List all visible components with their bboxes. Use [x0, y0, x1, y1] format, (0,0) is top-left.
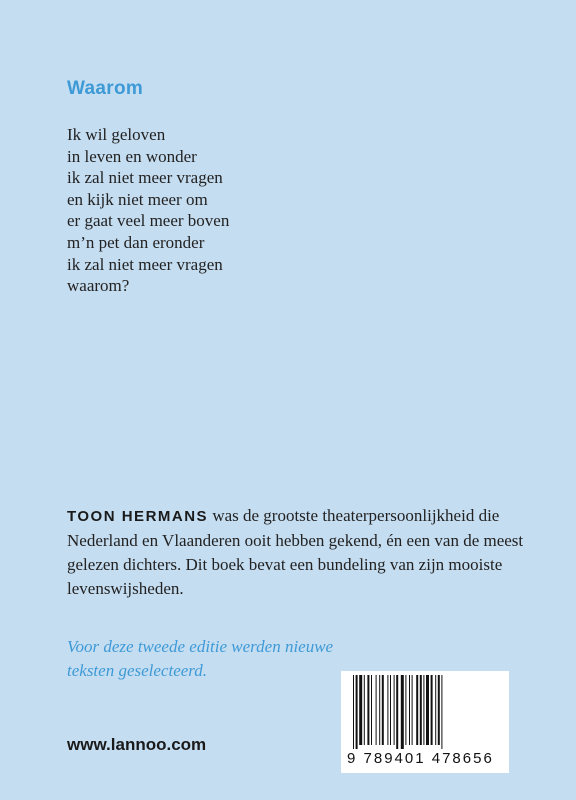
poem-line: ik zal niet meer vragen	[67, 254, 223, 274]
barcode-bars	[341, 671, 509, 749]
publisher-website[interactable]: www.lannoo.com	[67, 735, 207, 754]
poem-line: Ik wil geloven	[67, 125, 166, 144]
barcode-bar	[390, 675, 391, 745]
poem-line: en kijk niet meer om	[67, 189, 208, 209]
barcode-bar	[394, 675, 395, 745]
barcode-bar	[423, 675, 424, 745]
barcode-bar	[382, 675, 384, 745]
edition-note: Voor deze tweede editie werden nieuwe teksten geselecteerd.	[67, 637, 334, 680]
barcode-bar	[420, 675, 422, 745]
barcode-bar	[367, 675, 369, 745]
barcode-bar	[371, 675, 372, 745]
poem-line: in leven en wonder	[67, 146, 197, 166]
barcode-bar	[359, 675, 362, 745]
barcode-bar	[412, 675, 413, 745]
author-name: TOON HERMANS	[67, 508, 209, 525]
author-bio-text: was de grootste theaterpersoonlijkheid die Nederland en Vlaanderen ooit hebben gekend, én een van de meest gelezen dichters. Dit boek bevat een bundeling van zijn mooiste levenswijsheden.	[67, 506, 524, 598]
barcode-bar	[416, 675, 418, 745]
poem-line: waarom?	[67, 276, 130, 296]
poem-line: er gaat veel meer boven	[67, 211, 230, 231]
poem-body	[67, 124, 229, 297]
barcode-bar	[409, 675, 410, 745]
barcode-bar	[438, 675, 440, 745]
barcode-bar	[396, 675, 398, 749]
barcode-bar	[364, 675, 365, 745]
barcode-bar	[387, 675, 388, 745]
barcode-bar	[376, 675, 377, 745]
barcode-bar	[401, 675, 404, 749]
barcode-bar	[441, 675, 442, 749]
poem-line: ik zal niet meer vragen	[67, 168, 223, 188]
barcode-bar	[353, 675, 354, 749]
barcode-bar	[431, 675, 433, 745]
barcode-bar	[405, 675, 406, 745]
isbn-barcode	[341, 671, 509, 773]
barcode-bar	[356, 675, 358, 749]
poem-title: Waarom	[67, 78, 144, 99]
barcode-bar	[426, 675, 429, 745]
author-bio	[67, 504, 527, 601]
barcode-bar	[379, 675, 380, 745]
isbn-number: 9 789401 478656	[347, 750, 494, 767]
barcode-bar	[435, 675, 436, 745]
poem-line: m’n pet dan eronder	[67, 232, 205, 252]
